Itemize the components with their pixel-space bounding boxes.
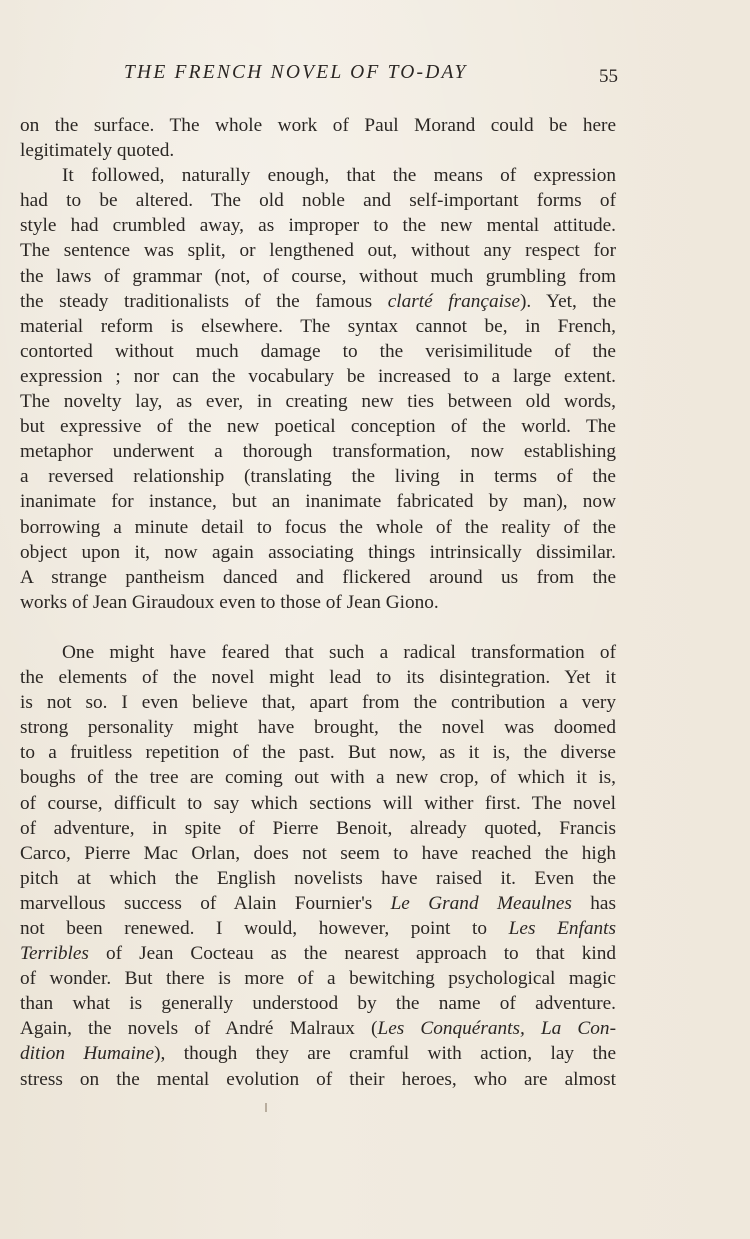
text-line: is not so. I even believe that, apart from the contribution a very: [20, 692, 616, 714]
text-line: works of Jean Giraudoux even to those of Jean Giono.: [20, 591, 439, 613]
text-line: material reform is elsewhere. The syntax cannot be, in French,: [20, 315, 616, 337]
text-line: The novelty lay, as ever, in creating new ties between old words,: [20, 391, 616, 413]
text-line: to a fruitless repetition of the past. But now, as it is, the diverse: [20, 742, 616, 764]
text-line: expression ; nor can the vocabulary be increased to a large extent.: [20, 365, 616, 387]
text-line: dition Humaine), though they are cramful with action, lay the: [20, 1043, 617, 1065]
text-line: the laws of grammar (not, of course, without much grumbling from: [20, 265, 616, 287]
text-line: It followed, naturally enough, that the means of expression: [62, 165, 616, 187]
text-line: metaphor underwent a thorough transformation, now establishing: [20, 441, 616, 463]
text-line: of adventure, in spite of Pierre Benoit, already quoted, Francis: [20, 817, 616, 839]
text-line: strong personality might have brought, the novel was doomed: [20, 717, 616, 739]
italic-phrase: Terribles: [20, 943, 89, 965]
page-number: 55: [599, 66, 618, 87]
running-title: THE FRENCH NOVEL OF TO-DAY: [124, 62, 468, 83]
text-line: boughs of the tree are coming out with a new crop, of which it is,: [20, 767, 616, 789]
text-line: style had crumbled away, as improper to the new mental attitude.: [20, 215, 616, 237]
text-line: The sentence was split, or lengthened out, without any respect for: [20, 240, 616, 262]
italic-phrase: dition Humaine: [20, 1043, 155, 1065]
text-line: Again, the novels of André Malraux (Les Conquérants, La Con-: [20, 1018, 616, 1040]
italic-phrase: Le Grand Meaulnes: [390, 892, 572, 914]
italic-phrase: Les Enfants: [508, 918, 616, 939]
paragraph-gap: [20, 615, 616, 640]
text-line: than what is generally understood by the name of adventure.: [20, 993, 616, 1015]
text-line: A strange pantheism danced and flickered around us from the: [20, 566, 616, 588]
page-blemish-mark: [265, 1103, 267, 1112]
text-line: One might have feared that such a radical transformation of: [62, 641, 616, 663]
text-line: Terribles of Jean Cocteau as the nearest approach to that kind: [20, 943, 616, 965]
text-line: Carco, Pierre Mac Orlan, does not seem to have reached the high: [20, 842, 616, 864]
text-line: of wonder. But there is more of a bewitching psychological magic: [20, 968, 616, 990]
text-line: pitch at which the English novelists have raised it. Even the: [20, 867, 616, 889]
text-line: the elements of the novel might lead to its disintegration. Yet it: [20, 667, 616, 689]
text-line: a reversed relationship (translating the living in terms of the: [20, 466, 616, 488]
text-line: legitimately quoted.: [20, 140, 175, 162]
text-line: on the surface. The whole work of Paul Morand could be here: [20, 115, 616, 136]
text-line: marvellous success of Alain Fournier's Le Grand Meaulnes has: [20, 892, 616, 914]
text-line: had to be altered. The old noble and self-important forms of: [20, 190, 616, 212]
text-line: inanimate for instance, but an inanimate fabricated by man), now: [20, 491, 616, 513]
text-line: the steady traditionalists of the famous clarté française). Yet, the: [20, 290, 617, 312]
text-line: contorted without much damage to the verisimilitude of the: [20, 340, 616, 362]
text-line: object upon it, now again associating things intrinsically dissimilar.: [20, 541, 616, 563]
text-line: but expressive of the new poetical conception of the world. The: [20, 416, 616, 438]
body-text: [20, 113, 616, 1092]
text-line: not been renewed. I would, however, point to Les Enfants: [20, 918, 616, 939]
text-line: borrowing a minute detail to focus the whole of the reality of the: [20, 516, 616, 538]
text-line: stress on the mental evolution of their heroes, who are almost: [20, 1068, 616, 1090]
text-line: of course, difficult to say which sections will wither first. The novel: [20, 792, 616, 814]
italic-phrase: clarté française: [387, 290, 521, 312]
italic-phrase: Les Conquérants, La Con-: [377, 1018, 616, 1040]
